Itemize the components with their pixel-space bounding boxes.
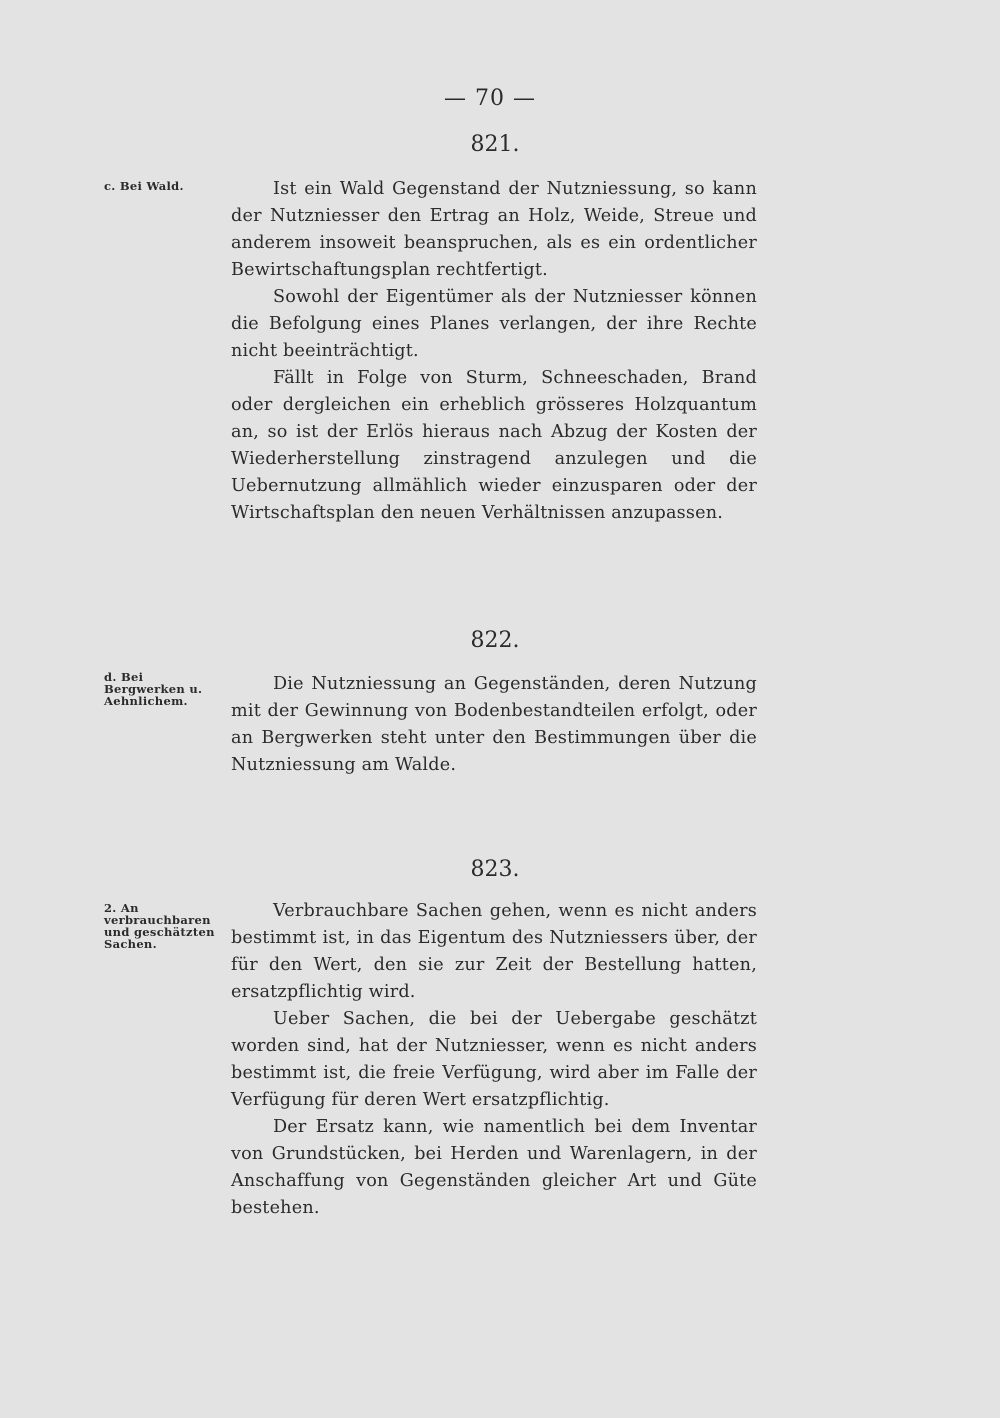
section-822-text	[231, 671, 757, 779]
margin-note-wald: c. Bei Wald.	[104, 179, 184, 193]
paragraph: Der Ersatz kann, wie namentlich bei dem Inventar von Grundstücken, bei Herden und Warenlagern, in der Anschaffung von Gegenständen gleicher Art und Güte bestehen.	[231, 1117, 757, 1218]
page-number: — 70 —	[444, 86, 536, 111]
section-number-823: 823.	[470, 857, 520, 882]
section-number-821: 821.	[470, 132, 520, 157]
margin-note-verbrauchbare-sachen: 2. An verbrauchbaren und geschätzten Sachen.	[104, 901, 215, 951]
paragraph: Die Nutzniessung an Gegenständen, deren Nutzung mit der Gewinnung von Bodenbestandteilen erfolgt, oder an Bergwerken steht unter den Bestimmungen über die Nutzniessung am Walde.	[231, 674, 757, 775]
paragraph: Ist ein Wald Gegenstand der Nutzniessung, so kann der Nutzniesser den Ertrag an Holz, Weide, Streue und anderem insoweit beanspruchen, als es ein ordentlicher Bewirtschaftungsplan rechtfertigt.	[231, 179, 757, 280]
margin-note-bergwerke: d. Bei Bergwerken u. Aehnlichem.	[104, 670, 203, 708]
paragraph: Sowohl der Eigentümer als der Nutzniesser können die Befolgung eines Planes verlangen, der ihre Rechte nicht beeinträchtigt.	[231, 287, 757, 361]
section-821-text	[231, 176, 757, 527]
paragraph: Verbrauchbare Sachen gehen, wenn es nicht anders bestimmt ist, in das Eigentum des Nutzniessers über, der für den Wert, den sie zur Zeit der Bestellung hatten, ersatzpflichtig wird.	[231, 901, 757, 1002]
paragraph: Fällt in Folge von Sturm, Schneeschaden, Brand oder dergleichen ein erheblich grösseres Holzquantum an, so ist der Erlös hieraus nach Abzug der Kosten der Wiederherstellung zinstragend anzulegen und die Uebernutzung allmählich wieder einzusparen oder der Wirtschaftsplan den neuen Verhältnissen anzupassen.	[231, 368, 757, 523]
paragraph: Ueber Sachen, die bei der Uebergabe geschätzt worden sind, hat der Nutzniesser, wenn es nicht anders bestimmt ist, die freie Verfügung, wird aber im Falle der Verfügung für deren Wert ersatzpflichtig.	[231, 1009, 757, 1110]
section-823-text	[231, 898, 757, 1222]
section-number-822: 822.	[470, 628, 520, 653]
